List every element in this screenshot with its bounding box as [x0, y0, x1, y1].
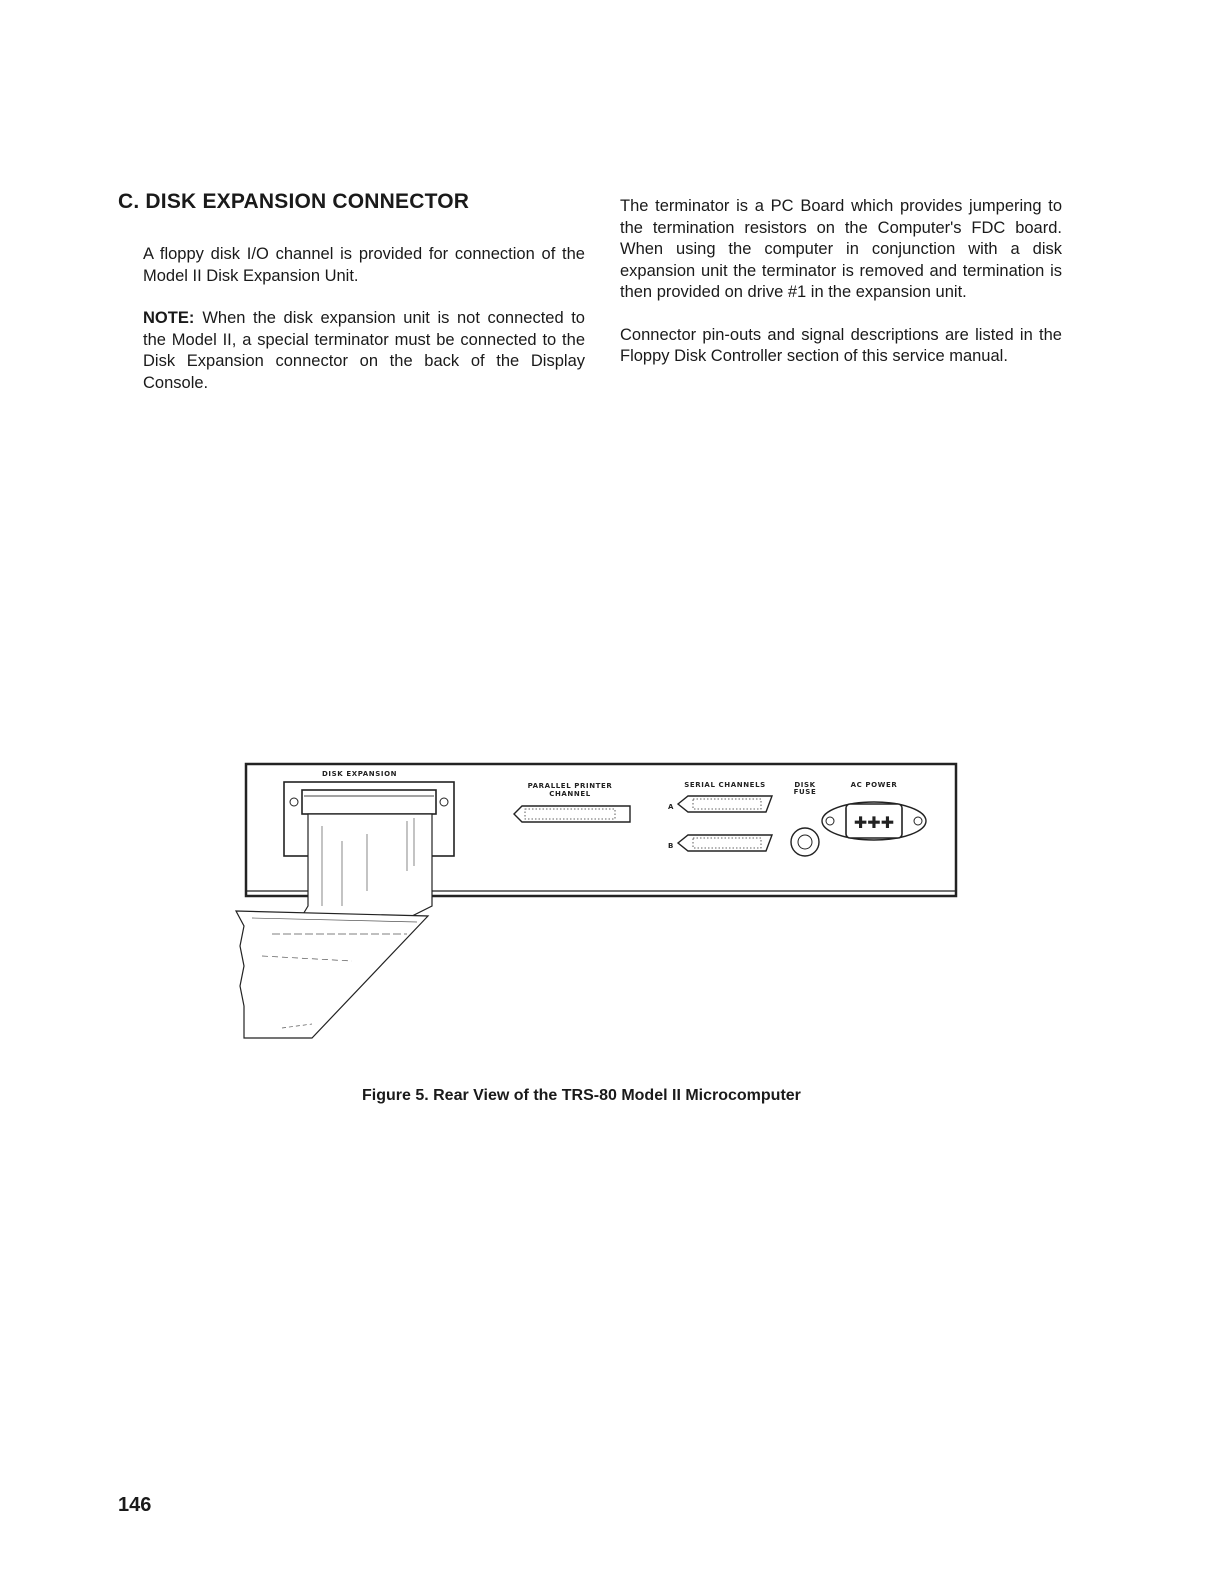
label-serial-channels: SERIAL CHANNELS: [684, 781, 766, 789]
intro-paragraph: A floppy disk I/O channel is provided for connection of the Model II Disk Expansion Unit.: [143, 245, 585, 285]
figure-caption: Figure 5. Rear View of the TRS-80 Model II Microcomputer: [362, 1087, 801, 1104]
rear-panel-diagram: [232, 756, 962, 1046]
pinouts-paragraph: Connector pin-outs and signal descriptions are listed in the Floppy Disk Controller section of this service manual.: [620, 325, 1062, 365]
ac-prongs-icon: ✚✚✚: [853, 815, 895, 832]
left-column: [143, 244, 585, 415]
note-label: NOTE:: [143, 309, 195, 327]
label-parallel-printer: PARALLEL PRINTER: [527, 782, 613, 790]
note-text: When the disk expansion unit is not connected to the Model II, a special terminator must be connected to the Disk Expansion connector on the back of the Display Console.: [143, 309, 585, 392]
label-fuse: FUSE: [793, 788, 817, 796]
rear-view-figure: [232, 756, 962, 1046]
serial-a-connector: [678, 796, 772, 812]
note-paragraph: [143, 308, 585, 394]
right-column: [620, 196, 1062, 389]
disk-expansion-connector: [302, 790, 436, 814]
parallel-printer-connector: [514, 806, 630, 822]
section-heading: C. DISK EXPANSION CONNECTOR: [118, 190, 470, 213]
terminator-paragraph: The terminator is a PC Board which provides jumpering to the termination resistors on the Computer's FDC board. When using the computer in conjunction with a disk expansion unit the terminator is removed and termination is then provided on drive #1 in the expansion unit.: [620, 197, 1062, 301]
label-parallel-channel: CHANNEL: [549, 790, 591, 798]
disk-fuse-holder: [791, 828, 819, 856]
label-disk: DISK: [794, 781, 816, 789]
label-serial-a: A: [668, 803, 675, 811]
page-number: 146: [118, 1494, 152, 1516]
label-ac-power: AC POWER: [850, 781, 898, 789]
label-disk-expansion: DISK EXPANSION: [322, 770, 398, 778]
ribbon-cable-fold: [236, 911, 428, 1038]
label-serial-b: B: [668, 842, 674, 850]
serial-b-connector: [678, 835, 772, 851]
